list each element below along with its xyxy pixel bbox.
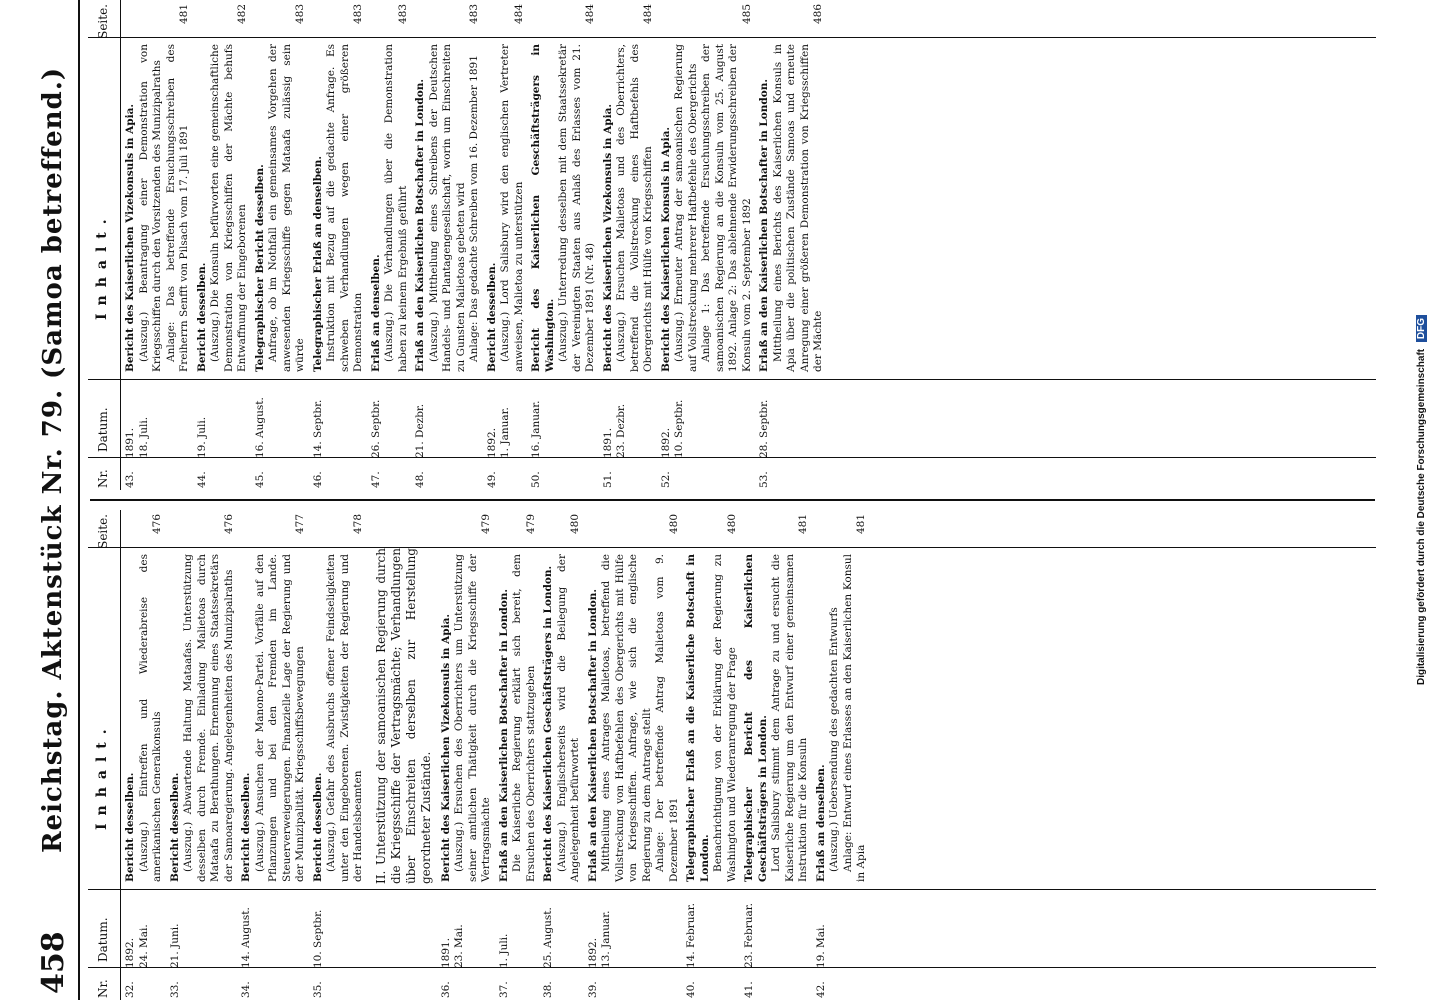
table-row [486,0,527,490]
entry-title: Bericht desselben. [485,262,498,372]
entry-date: 19. Juli. [195,416,208,458]
entry-annex: Anlage 1: Das betreffende Ersuchungsschreiben der samoanischen Regierung an die Konsuln vom 25. August 1892. Anlage 2: Das ablehnende Erwiderungsschreiben der Konsuln vom 2. September 1892 [700,44,753,372]
page-number: 458 [36,931,71,994]
header-rule [78,0,80,1000]
entry-date-cell [440,888,494,968]
entry-page: 481 [855,514,867,535]
table-row [685,510,739,1000]
section-heading: II. Unterstützung der samoanischen Regierung durch die Kriegsschiffe der Vertragsmächte; Verhandlungen über Einschreiten derselben zur Herstellung geordneter Zustände. [373,548,433,884]
entry-date-cell [414,378,482,458]
entry-date-cell [685,888,739,968]
entry-page: 476 [222,514,235,535]
entry-number: 42. [814,981,827,998]
entry-content [486,40,527,378]
entry-page: 481 [797,514,809,535]
entry-page: 483 [294,4,306,25]
table-row [743,510,811,1000]
entry-content [743,550,811,888]
entry-date-cell [240,888,308,968]
entry-annex: Anlage: Der betreffende Antrag Malietoas vom 9. Dezember 1891 [654,554,680,882]
entry-summary: Lord Salisbury stimmt dem Antrage zu und ersucht die Kaiserliche Regierung um den Entwurf einer gemeinsamen Instruktion für die Konsuln [770,554,809,882]
entry-summary: (Auszug.) Gefahr des Ausbruchs offener Feindseligkeiten unter den Eingeborenen. Zwistigkeiten der Regierung und der Handelsbeamten [325,554,364,882]
entry-title: Erlaß an denselben. [369,254,382,372]
entry-summary: (Auszug.) Lord Salisbury wird den englischen Vertreter anweisen, Malietoa zu unterstützen [499,44,525,372]
entry-page: 478 [352,514,364,535]
table-row [815,510,869,1000]
rotated-page-content [28,0,1388,1000]
table-row [602,0,656,490]
column-divider [90,499,1375,501]
entry-year: 1892. [659,427,672,458]
table-row [240,510,308,1000]
table-row [660,0,755,490]
table-row [530,0,598,490]
entry-number: 39. [586,981,599,998]
entry-page: 484 [642,4,654,25]
dfg-logo: DFG [1416,315,1427,342]
entry-date-cell [124,378,192,458]
entry-summary: Instruktion mit Bezug auf die gedachte Anfrage. Es schweben Verhandlungen wegen einer größeren Demonstration [325,44,364,372]
table-row [312,0,366,490]
entry-summary: (Auszug.) Ersuchen des Oberrichters um Unterstützung seiner amtlichen Thätigkeit durch die Kriegsschiffe der Vertragsmächte [453,554,492,882]
table-row [542,510,583,1000]
table-row [254,0,308,490]
entry-date: 21. Dezbr. [414,403,426,458]
entry-date: 23. Dezbr. [615,403,627,458]
entry-year: 1892. [124,937,136,968]
entry-content [758,40,826,378]
header-datum: Datum. [96,917,110,962]
column-header [88,510,121,1000]
credit-line [1412,0,1432,1000]
entry-date-cell [486,378,527,458]
entry-date: 1. Januar. [499,407,511,458]
entry-content [312,550,366,888]
entry-page: 483 [396,4,409,25]
table-row [124,510,165,1000]
entry-page: 484 [584,4,596,25]
entry-title: Bericht desselben. [124,772,136,882]
header-nr: Nr. [96,979,110,998]
table-row [196,0,250,490]
entry-title: Bericht des Kaiserlichen Vizekonsuls in Apia. [439,613,452,882]
column-header [88,0,121,490]
entry-date-cell [602,378,656,458]
entry-year: 1891. [601,427,614,458]
entry-title: Telegraphischer Bericht des Kaiserlichen Geschäftsträgers in London. [743,554,769,882]
entry-number: 52. [659,471,672,488]
entry-date-cell [743,888,811,968]
entry-number: 45. [253,471,266,488]
entry-date: 23. Mai. [453,924,465,968]
entry-date-cell [815,888,869,968]
entry-content [685,550,739,888]
entry-title: Erlaß an den Kaiserlichen Botschafter in London. [586,588,599,882]
entry-content [196,40,250,378]
entry-content [312,40,366,378]
entry-title: Bericht desselben. [240,772,252,882]
table-row [758,0,826,490]
left-column [88,510,1376,1000]
entry-date-cell [312,378,366,458]
entry-page: 476 [151,514,163,535]
entry-date: 25. August. [542,907,554,968]
entry-content [498,550,539,888]
entry-summary: (Auszug.) Uebersendung des gedachten Entwurfs [828,607,840,872]
entry-date-cell [660,378,755,458]
entry-summary: (Auszug.) Abwartende Haltung Mataafas. Unterstützung desselben durch Fremde. Einladung Malietoas durch Mataafa zu Berathungen. Ernennung eines Staatssekretärs der Samoaregierung. Angelegenheiten des Munizipalraths [182,554,235,882]
entry-content [530,40,598,378]
entry-summary: Mittheilung eines Berichts des Kaiserlichen Konsuls in Apia über die politischen Zustände Samoas und erneute Anregung einer größeren Demonstration von Kriegsschiffen der Mächte [771,44,824,372]
entry-list [124,510,873,1000]
entry-content [169,550,237,888]
right-column [88,0,1376,490]
header-datum: Datum. [96,407,110,452]
header-inhalt: Inhalt. [94,211,110,320]
entry-content [254,40,308,378]
entry-number: 51. [601,471,614,488]
entry-annex: Anlage: Das betreffende Ersuchungsschreiben des Freiherrn Senfft von Pilsach vom 17. Juli 1891 [164,44,190,372]
entry-number: 34. [240,981,252,998]
entry-title: Bericht des Kaiserlichen Geschäftsträgers in Washington. [530,44,556,372]
entry-year: 1892. [485,427,498,458]
entry-summary: Benachrichtigung von der Erklärung der Regierung zu Washington und Wiederanregung der Frage [712,554,738,882]
entry-page: 482 [236,4,248,25]
entry-page: 480 [667,514,680,535]
entry-page: 481 [178,4,190,25]
table-row [498,510,539,1000]
entry-number: 44. [195,471,208,488]
entry-date-cell [124,888,165,968]
entry-page: 477 [294,514,306,535]
entry-summary: (Auszug.) Erneuter Antrag der samoanischen Regierung auf Vollstreckung mehrerer Haftbefehle des Obergerichts [673,44,699,372]
entry-date-cell [196,378,250,458]
entry-date: 21. Juni. [168,923,181,968]
entry-date: 10. Septbr. [311,909,324,968]
table-row [312,510,366,1000]
table-row [440,510,494,1000]
entry-summary: (Auszug.) Mittheilung eines Schreibens der Deutschen Handels- und Plantagengesellschaft, worin um Einschreiten zu Gunsten Malietoas gebeten wird [427,44,467,372]
entry-date: 14. August. [240,907,252,968]
entry-date: 23. Februar. [743,903,755,968]
entry-date-cell [530,378,598,458]
entry-summary: (Auszug.) Beantragung einer Demonstration von Kriegsschiffen durch den Vorsitzenden des Munizipalraths [137,44,163,372]
entry-number: 47. [369,471,382,488]
page-header [28,0,88,1000]
entry-content [587,550,682,888]
entry-title: Bericht des Kaiserlichen Konsuls in Apia. [659,126,672,372]
entry-date: 10. Septbr. [673,399,685,458]
entry-page: 480 [725,514,738,535]
entry-date: 28. Septbr. [758,399,770,458]
entry-summary: (Auszug.) Ersuchen Malietoas und des Oberrichters, betreffend die Vollstreckung eines Haftbefehls des Obergerichts mit Hülfe von Kriegsschiffen [615,44,654,372]
entry-number: 35. [311,981,324,998]
entry-annex: Anlage: Entwurf eines Erlasses an den Kaiserlichen Konsul in Apia [841,554,867,882]
digitization-credit [1412,0,1432,1000]
entry-title: Erlaß an den Kaiserlichen Botschafter in London. [758,78,770,372]
entry-page: 479 [480,514,492,535]
entry-annex: Anlage: Das gedachte Schreiben vom 16. Dezember 1891 [468,55,480,362]
entry-date: 14. Februar. [685,903,697,968]
entry-title: Bericht desselben. [168,772,181,882]
entry-title: Bericht desselben. [311,772,324,882]
entry-date-cell [312,888,366,968]
entry-page: 486 [812,4,824,25]
entry-summary: Die Kaiserliche Regierung erklärt sich bereit, dem Ersuchen des Oberrichters stattzugeben [511,554,537,882]
entry-title: Erlaß an denselben. [814,764,827,882]
entry-page: 485 [740,4,753,25]
entry-content [815,550,869,888]
entry-number: 41. [743,981,755,998]
entry-title: Bericht des Kaiserlichen Vizekonsuls in Apia. [124,103,136,372]
entry-page: 480 [569,514,581,535]
entry-content [440,550,494,888]
entry-title: Bericht des Kaiserlichen Geschäftsträgers in London. [542,565,554,882]
header-nr: Nr. [96,469,110,488]
entry-summary: (Auszug.) Englischerseits wird die Beilegung der Angelegenheit befürwortet [555,554,581,882]
entry-date: 13. Januar. [600,910,612,968]
entry-content [602,40,656,378]
entry-summary: (Auszug.) Eintreffen und Wiederabreise des amerikanischen Generalkonsuls [137,554,163,882]
table-row [124,0,192,490]
entry-summary: (Auszug.) Die Verhandlungen über die Demonstration haben zu keinem Ergebniß geführt [383,44,409,372]
header-inhalt: Inhalt. [94,721,110,830]
entry-date-cell [169,888,237,968]
entry-date-cell [587,888,682,968]
entry-page: 483 [468,4,480,25]
entry-date: 24. Mai. [137,924,150,968]
entry-year: 1891. [124,427,136,458]
entry-date: 16. August. [253,397,266,458]
entry-date: 26. Septbr. [369,399,382,458]
entry-date-cell [542,888,583,968]
entry-content [660,40,755,378]
entry-number: 48. [414,471,426,488]
entry-content [542,550,583,888]
entry-date: 1. Juli. [497,933,510,968]
entry-number: 49. [485,471,498,488]
entry-content [370,40,411,378]
credit-text: Digitalisierung gefördert durch die Deutsche Forschungsgemeinschaft [1416,348,1427,686]
entry-date: 18. Juli. [137,416,150,458]
table-row [414,0,482,490]
entry-number: 38. [542,981,554,998]
entry-content [124,40,192,378]
entry-date: 14. Septbr. [311,399,324,458]
entry-content [240,550,308,888]
entry-summary: (Auszug.) Ansuchen der Manono-Partei. Vorfälle auf den Pflanzungen und bei den Fremden im Lande. Steuerverweigerungen. Finanzielle Lage der Regierung und der Munizipalität. Kriegsschiffsbewegungen [253,554,306,882]
entry-page: 483 [352,4,364,25]
entry-number: 50. [530,471,542,488]
entry-title: Telegraphischer Bericht desselben. [253,164,266,372]
entry-number: 40. [685,981,697,998]
table-row [587,510,682,1000]
entry-title: Bericht des Kaiserlichen Vizekonsuls in Apia. [601,103,614,372]
entry-page: 479 [524,514,537,535]
entry-content [124,550,165,888]
entry-date-cell [498,888,539,968]
entry-summary: Anfrage, ob im Nothfall ein gemeinsames Vorgehen der anwesenden Kriegsschiffe gegen Mataafa zulässig sein würde [267,44,306,372]
entry-year: 1891. [439,937,452,968]
header-seite: Seite. [96,4,110,39]
entry-number: 43. [124,471,136,488]
entry-title: Erlaß an den Kaiserlichen Botschafter in London. [497,588,510,882]
entry-number: 36. [439,981,452,998]
entry-date: 16. Januar. [530,400,542,458]
entry-number: 46. [311,471,324,488]
entry-title: Telegraphischer Erlaß an die Kaiserliche Botschaft in London. [685,554,711,882]
entry-title: Telegraphischer Erlaß an denselben. [311,155,324,372]
entry-date-cell [758,378,826,458]
entry-date: 19. Mai. [814,924,827,968]
table-row [370,0,411,490]
entry-title: Erlaß an den Kaiserlichen Botschafter in London. [414,78,426,372]
entry-number: 33. [168,981,181,998]
entry-number: 37. [497,981,510,998]
entry-content [414,40,482,378]
entry-number: 53. [758,471,770,488]
entry-date-cell [254,378,308,458]
entry-number: 32. [124,981,136,998]
entry-summary: (Auszug.) Die Konsuln befürworten eine gemeinschaftliche Demonstration von Kriegsschiffen der Mächte behufs Entwaffnung der Eingeborenen [209,44,248,372]
entry-page: 484 [512,4,525,25]
entry-summary: (Auszug.) Unterredung desselben mit dem Staatssekretär der Vereinigten Staaten aus Anlaß des Erlasses vom 21. Dezember 1891 (Nr. 48) [557,44,596,372]
running-title: Reichstag. Aktenstück Nr. 79. (Samoa betreffend.) [38,66,68,854]
header-seite: Seite. [96,514,110,549]
table-row [169,510,237,1000]
entry-year: 1892. [586,937,599,968]
entry-summary: Mittheilung eines Antrages Malietoas, betreffend die Vollstreckung von Haftbefehlen des Obergerichts mit Hülfe von Kriegsschiffen. Anfrage, wie sich die englische Regierung zu dem Antrage stellt [600,554,653,882]
entry-title: Bericht desselben. [195,262,208,372]
entry-list [124,0,830,490]
entry-date-cell [370,378,411,458]
